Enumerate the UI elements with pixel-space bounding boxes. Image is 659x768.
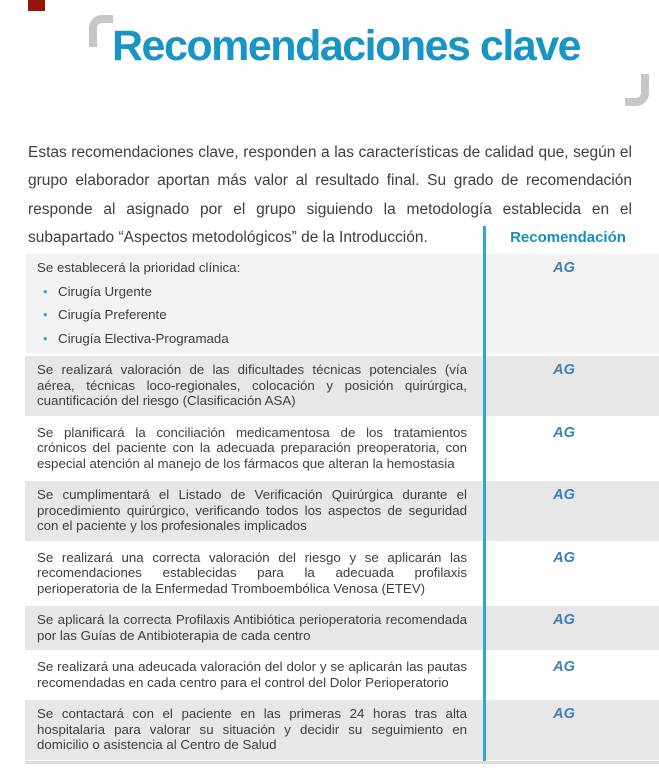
recommendations-table <box>0 224 659 763</box>
bullet-label: Cirugía Preferente <box>58 307 167 322</box>
table-body <box>0 254 659 760</box>
table-row <box>25 653 659 697</box>
recommendation-column-header: Recomendación <box>510 229 626 246</box>
recommendation-text: Se aplicará la correcta Profilaxis Antibiótica perioperatoria recomendada por las Guías de Antibioterapia de cada centro <box>37 612 467 643</box>
bottom-rule <box>25 761 659 764</box>
table-row <box>25 419 659 479</box>
page-title: Recomendaciones clave <box>112 22 581 70</box>
grade-value: AG <box>553 612 575 628</box>
recommendation-text-cell <box>25 606 483 650</box>
recommendation-text: Se contactará con el paciente en las primeras 24 horas tras alta hospitalaria para valorar su situación y decidir su seguimiento en domicilio o asistencia al Centro de Salud <box>37 706 467 752</box>
recommendation-text-cell <box>25 653 483 697</box>
bullet-list <box>37 284 467 347</box>
table-header <box>0 224 659 254</box>
grade-value: AG <box>553 706 575 722</box>
table-row <box>25 254 659 353</box>
grade-value: AG <box>553 260 575 276</box>
table-row <box>25 700 659 760</box>
recommendation-text-cell <box>25 700 483 760</box>
bullet-icon: • <box>43 283 48 299</box>
recommendation-text: Se realizará valoración de las dificultades técnicas potenciales (vía aérea, técnicas loco-regionales, colocación y posición quirúrgica, cuantificación del riesgo (Clasificación ASA) <box>37 362 467 408</box>
recommendation-text-cell <box>25 544 483 604</box>
table-row <box>25 356 659 416</box>
grade-value: AG <box>553 549 575 566</box>
recommendation-text: Se realizará una adeucada valoración del dolor y se aplicarán las pautas recomendadas en cada centro para el control del Dolor Perioperatorio <box>37 659 467 690</box>
recommendation-text-cell <box>25 356 483 416</box>
intro-paragraph: Estas recomendaciones clave, responden a las características de calidad que, según el grupo elaborador aportan más valor al resultado final. Su grado de recomendación responde al asignado por el grupo siguiendo la metodología establecida en el subapartado “Aspectos metodológicos” de la Introducción. <box>28 143 632 246</box>
closing-quote-icon <box>625 74 649 106</box>
table-row <box>25 606 659 650</box>
bullet-label: Cirugía Electiva-Programada <box>58 330 229 346</box>
bullet-item <box>37 307 467 323</box>
recommendation-text: Se realizará una correcta valoración del riesgo y se aplicarán las recomendaciones establecidas para la adecuada profilaxis perioperatoria de la Enfermedad Tromboembólica Venosa (ETEV) <box>37 549 467 596</box>
bullet-item <box>37 331 467 347</box>
bullet-icon: • <box>43 330 48 346</box>
grade-value: AG <box>553 487 575 503</box>
table-row <box>25 544 659 604</box>
bullet-item <box>37 284 467 300</box>
opening-quote-icon <box>89 15 113 47</box>
column-divider <box>483 226 486 761</box>
recommendation-text: Se planificará la conciliación medicamentosa de los tratamientos crónicos del paciente con la adecuada preparación preoperatoria, con especial atención al manejo de los fármacos que alteran la hemostasia <box>37 424 467 471</box>
table-row <box>25 481 659 541</box>
grade-value: AG <box>553 424 575 441</box>
grade-value: AG <box>553 362 575 378</box>
recommendation-text-cell <box>25 419 483 479</box>
page-corner-mark <box>28 0 45 11</box>
bullet-label: Cirugía Urgente <box>58 283 152 299</box>
recommendation-text-cell <box>25 481 483 541</box>
bullet-icon: • <box>43 307 48 322</box>
grade-value: AG <box>553 659 575 675</box>
recommendation-text-cell <box>25 254 483 353</box>
recommendation-text: Se establecerá la prioridad clínica: <box>37 260 241 275</box>
recommendation-text: Se cumplimentará el Listado de Verificación Quirúrgica durante el procedimiento quirúrgico, verificando todos los aspectos de seguridad con el paciente y los profesionales implicados <box>37 487 467 533</box>
